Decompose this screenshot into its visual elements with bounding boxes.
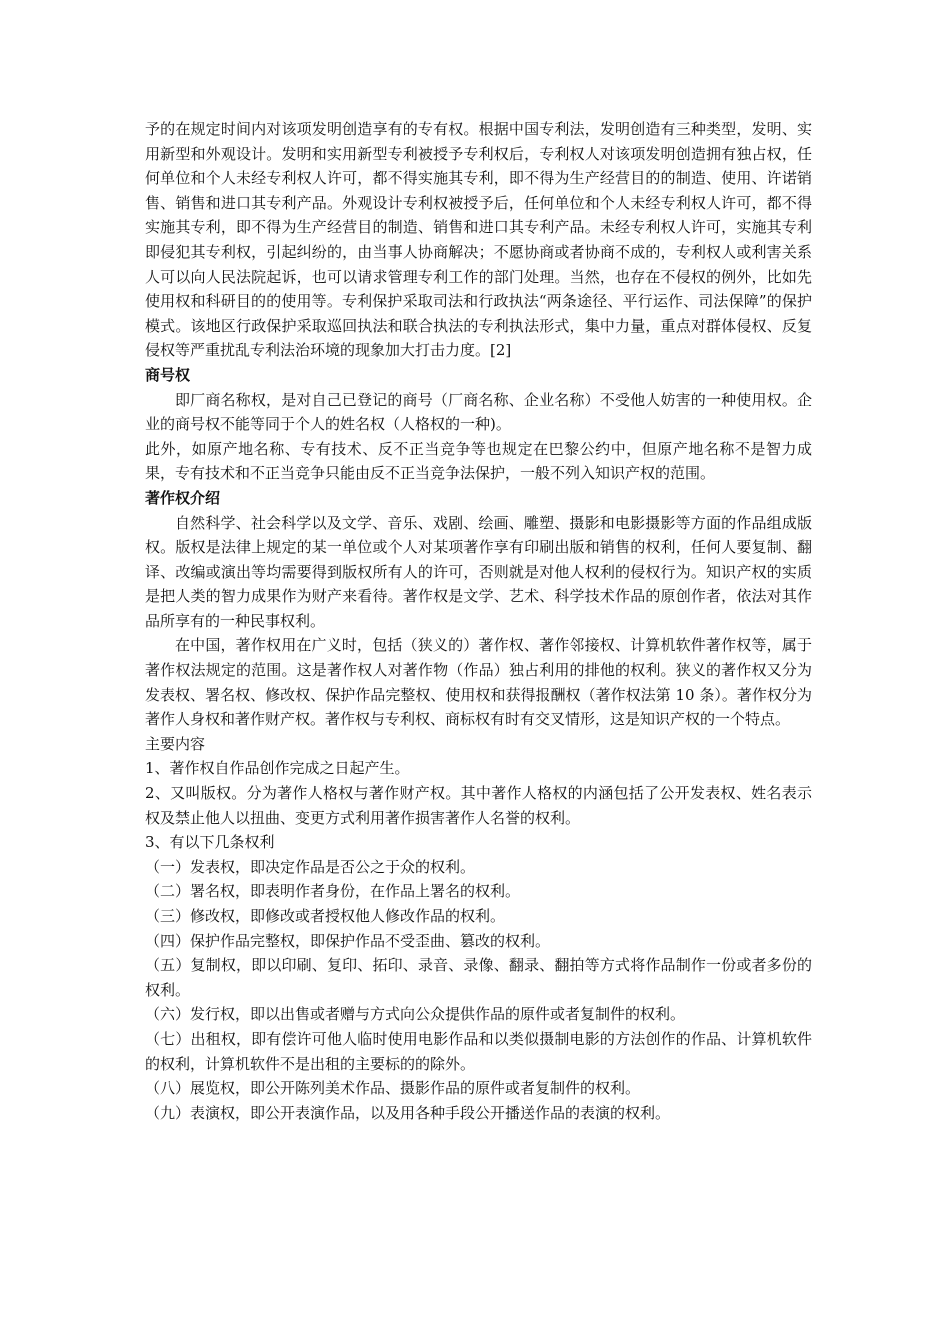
trade-name-paragraph: 即厂商名称权，是对自己已登记的商号（厂商名称、企业名称）不受他人妨害的一种使用权。企业的商号权不能等同于个人的姓名权（人格权的一种)。 [145,390,812,434]
list-item: 1、著作权自作品创作完成之日起产生。 [145,759,410,778]
right-item: （三）修改权，即修改或者授权他人修改作品的权利。 [145,907,506,925]
right-item: （六）发行权，即以出售或者赠与方式向公众提供作品的原件或者复制件的权利。 [145,1005,686,1024]
right-item: （五）复制权，即以印刷、复印、拓印、录音、录像、翻录、翻拍等方式将作品制作一份或者多份的权利。 [145,956,812,999]
document-page [145,117,812,1125]
right-item: （七）出租权，即有偿许可他人临时使用电影作品和以类似摄制电影的方法创作的作品、计算机软件的权利，计算机软件不是出租的主要标的的除外。 [145,1029,812,1073]
additional-paragraph: 此外，如原产地名称、专有技术、反不正当竞争等也规定在巴黎公约中，但原产地名称不是智力成果，专有技术和不正当竞争只能由反不正当竞争法保护，一般不列入知识产权的范围。 [145,439,812,483]
section-heading-trade-name: 商号权 [145,365,191,384]
right-item: （一）发表权，即决定作品是否公之于众的权利。 [145,857,476,876]
right-item: （八）展览权，即公开陈列美术作品、摄影作品的原件或者复制件的权利。 [145,1079,641,1098]
section-heading-copyright: 著作权介绍 [145,488,221,507]
intro-paragraph: 予的在规定时间内对该项发明创造享有的专有权。根据中国专利法，发明创造有三种类型，发明、实用新型和外观设计。发明和实用新型专利被授予专利权后，专利权人对该项发明创造拥有独占权，任何单位和个人未经专利权人许可，都不得实施其专利，即不得为生产经营目的的制造、使用、许诺销售、销售和进口其专利产品。外观设计专利权被授予后，任何单位和个人未经专利权人许可，都不得实施其专利，即不得为生产经营目的制造、销售和进口其专利产品。未经专利权人许可，实施其专利即侵犯其专利权，引起纠纷的，由当事人协商解决；不愿协商或者协商不成的，专利权人或利害关系人可以向人民法院起诉，也可以请求管理专利工作的部门处理。当然，也存在不侵权的例外，比如先使用权和科研目的的使用等。专利保护采取司法和行政执法“两条途径、平行运作、司法保障”的保护模式。该地区行政保护采取巡回执法和联合执法的专利执法形式，集中力量，重点对群体侵权、反复侵权等严重扰乱专利法治环境的现象加大打击力度。[2] [145,120,812,360]
right-item: （二）署名权，即表明作者身份，在作品上署名的权利。 [145,882,521,901]
list-item: 3、有以下几条权利 [145,833,275,852]
right-item: （四）保护作品完整权，即保护作品不受歪曲、篡改的权利。 [145,931,551,950]
copyright-paragraph-2: 在中国，著作权用在广义时，包括（狭义的）著作权、著作邻接权、计算机软件著作权等，属于著作权法规定的范围。这是著作权人对著作物（作品）独占利用的排他的权利。狭义的著作权又分为发表权、署名权、修改权、保护作品完整权、使用权和获得报酬权（著作权法第 10 条）。著作权分为著作人身权和著作财产权。著作权与专利权、商标权有时有交叉情形，这是知识产权的一个特点。 [145,636,812,729]
main-content-label: 主要内容 [145,734,206,753]
copyright-paragraph-1: 自然科学、社会科学以及文学、音乐、戏剧、绘画、雕塑、摄影和电影摄影等方面的作品组成版权。版权是法律上规定的某一单位或个人对某项著作享有印刷出版和销售的权利，任何人要复制、翻译、改编或演出等均需要得到版权所有人的许可，否则就是对他人权利的侵权行为。知识产权的实质是把人类的智力成果作为财产来看待。著作权是文学、艺术、科学技术作品的原创作者，依法对其作品所享有的一种民事权利。 [145,513,812,630]
right-item: （九）表演权，即公开表演作品，以及用各种手段公开播送作品的表演的权利。 [145,1103,671,1122]
list-item: 2、又叫版权。分为著作人格权与著作财产权。其中著作人格权的内涵包括了公开发表权、姓名表示权及禁止他人以扭曲、变更方式利用著作损害著作人名誉的权利。 [145,784,812,827]
